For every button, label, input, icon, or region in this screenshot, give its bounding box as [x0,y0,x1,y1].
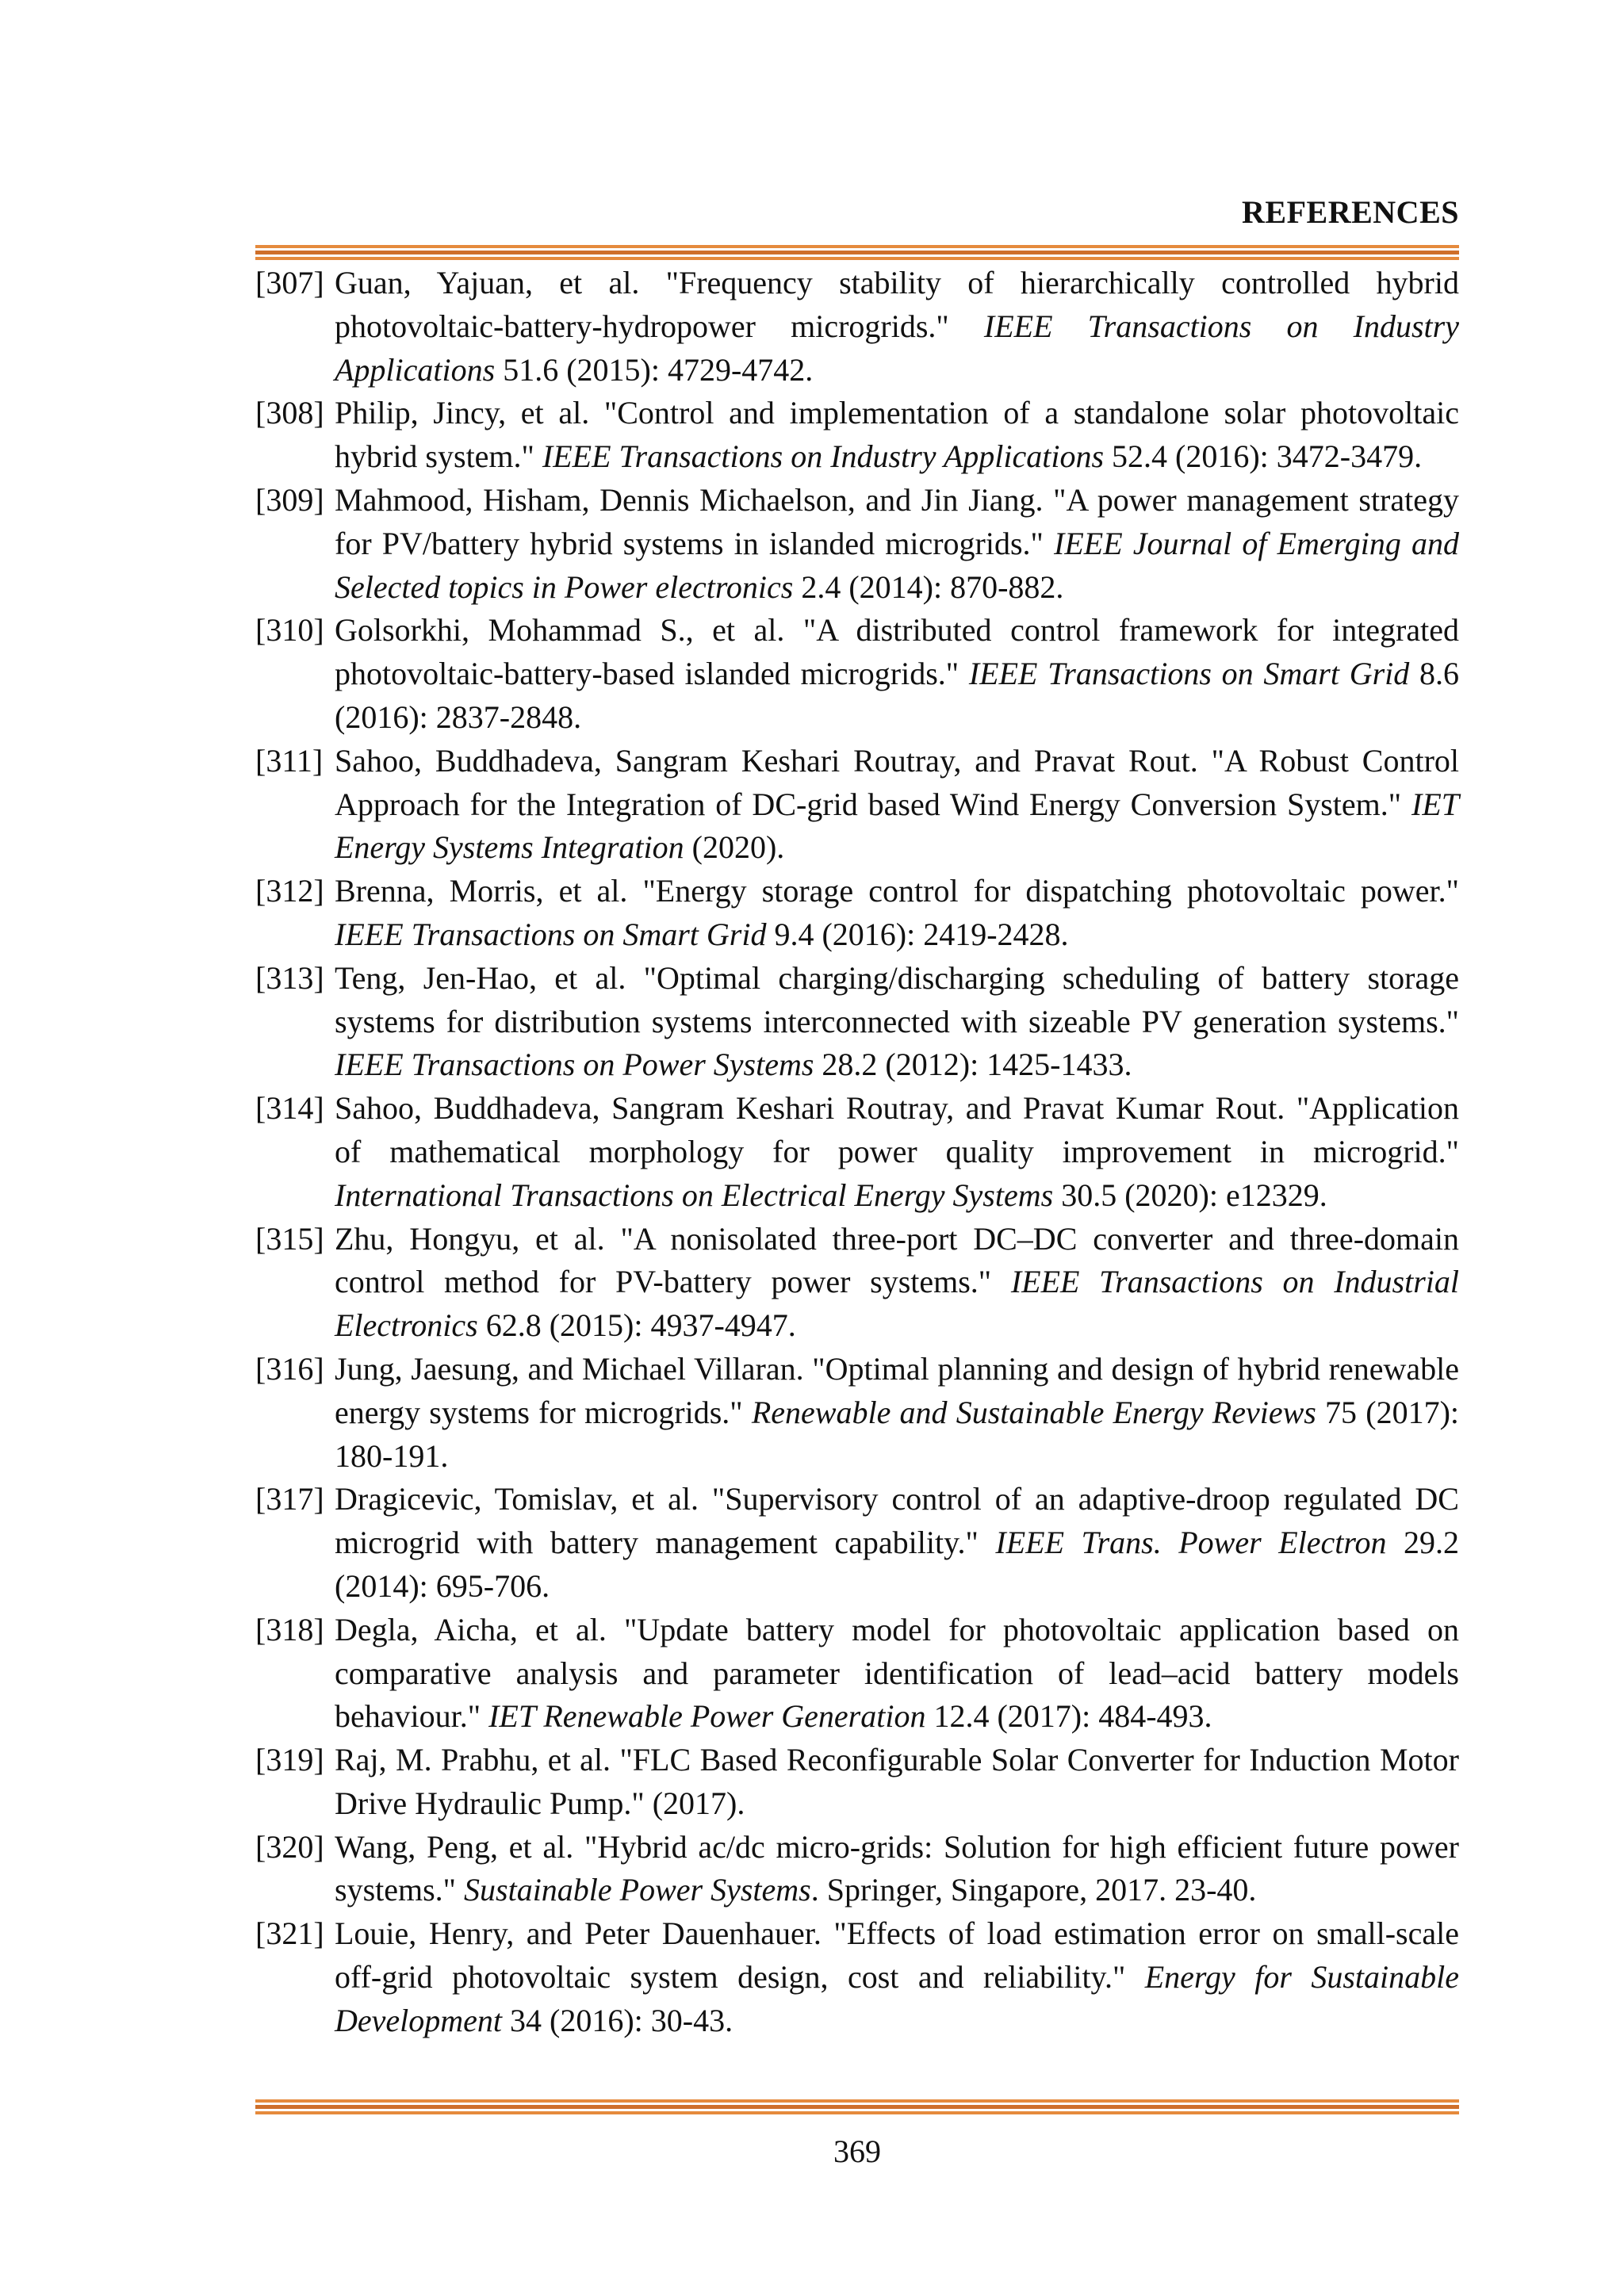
reference-details: 34 (2016): 30-43. [502,2002,733,2038]
reference-item [255,1826,1459,1913]
reference-number: [321] [255,1915,324,1952]
reference-text: Guan, Yajuan, et al. "Frequency stability of hierarchically controlled hybrid photovoltaic-battery-hydropower microgrids." [335,265,1459,344]
footer-divider [255,2099,1459,2114]
reference-item [255,1087,1459,1217]
reference-list [255,262,1459,2043]
reference-details: 9.4 (2016): 2419-2428. [766,916,1069,952]
reference-venue: Energy for Sustainable Development [335,1959,1459,2038]
reference-text: Teng, Jen-Hao, et al. "Optimal charging/discharging scheduling of battery storage systems for distribution systems interconnected with sizeable PV generation systems." [335,959,1459,1039]
reference-text: Sahoo, Buddhadeva, Sangram Keshari Routray, and Pravat Rout. "A Robust Control Approach for the Integration of DC-grid based Wind Energy Conversion System." [335,742,1459,822]
reference-details: 29.2 (2014): 695-706. [335,1525,1460,1604]
reference-venue: IEEE Transactions on Industry Applications [542,438,1105,475]
reference-number: [319] [255,1742,324,1778]
reference-item [255,609,1459,739]
reference-text: Degla, Aicha, et al. "Update battery model for photovoltaic application based on comparative analysis and parameter identification of lead–acid battery models behaviour." [335,1611,1459,1735]
reference-text: Raj, M. Prabhu, et al. "FLC Based Reconfigurable Solar Converter for Induction Motor Drive Hydraulic Pump." (2017). [335,1742,1459,1821]
reference-number: [307] [255,265,324,300]
reference-text: Wang, Peng, et al. "Hybrid ac/dc micro-grids: Solution for high efficient future power systems." [335,1828,1459,1908]
reference-venue: IEEE Transactions on Industry Applications [335,308,1459,388]
reference-number: [316] [255,1350,324,1387]
reference-venue: IEEE Journal of Emerging and Selected topics in Power electronics [335,525,1459,605]
reference-venue: International Transactions on Electrical Energy Systems [335,1177,1054,1213]
reference-details: . Springer, Singapore, 2017. 23-40. [810,1872,1257,1908]
reference-number: [311] [255,742,324,779]
reference-details: 2.4 (2014): 870-882. [793,568,1064,605]
reference-details: 52.4 (2016): 3472-3479. [1104,438,1423,475]
reference-text: Brenna, Morris, et al. "Energy storage control for dispatching photovoltaic power." [335,873,1459,909]
reference-venue: IEEE Transactions on Smart Grid [335,916,767,952]
reference-item [255,1609,1459,1739]
page-number: 369 [833,2133,881,2169]
reference-item [255,479,1459,609]
reference-text: Sahoo, Buddhadeva, Sangram Keshari Routray, and Pravat Kumar Rout. "Application of mathematical morphology for power quality improvement in microgrid." [335,1090,1459,1169]
reference-venue: Sustainable Power Systems [464,1872,811,1908]
reference-item [255,1478,1459,1608]
reference-number: [308] [255,395,324,431]
reference-details: 62.8 (2015): 4937-4947. [477,1307,796,1344]
reference-details: (2020). [684,829,785,866]
reference-number: [315] [255,1220,324,1257]
reference-details: 51.6 (2015): 4729-4742. [495,351,814,388]
reference-number: [313] [255,959,324,996]
reference-text: Zhu, Hongyu, et al. "A nonisolated three-port DC–DC converter and three-domain control method for PV-battery power systems." [335,1220,1459,1300]
reference-item [255,1348,1459,1478]
reference-item [255,740,1459,870]
header-divider [255,245,1459,260]
reference-text: Jung, Jaesung, and Michael Villaran. "Optimal planning and design of hybrid renewable energy systems for microgrids." [335,1350,1459,1430]
reference-text: Mahmood, Hisham, Dennis Michaelson, and Jin Jiang. "A power management strategy for PV/battery hybrid systems in islanded microgrids." [335,481,1459,561]
reference-venue: IEEE Transactions on Smart Grid [968,656,1410,692]
reference-item [255,392,1459,479]
reference-details: 8.6 (2016): 2837-2848. [335,656,1459,735]
reference-item [255,870,1459,957]
reference-text: Philip, Jincy, et al. "Control and implementation of a standalone solar photovoltaic hybrid system." [335,395,1459,475]
reference-number: [314] [255,1090,324,1127]
reference-item [255,262,1459,392]
reference-number: [309] [255,481,324,518]
reference-text: Louie, Henry, and Peter Dauenhauer. "Effects of load estimation error on small-scale off-grid photovoltaic system design, cost and reliability." [335,1915,1459,1996]
reference-venue: IET Energy Systems Integration [335,786,1459,866]
reference-venue: IEEE Transactions on Power Systems [335,1047,814,1083]
reference-number: [310] [255,612,324,649]
page-header-title: REFERENCES [1242,194,1459,230]
reference-item [255,1218,1459,1348]
reference-number: [317] [255,1481,324,1517]
reference-details: 12.4 (2017): 484-493. [925,1698,1212,1735]
reference-item [255,1739,1459,1826]
reference-venue: IEEE Transactions on Industrial Electronics [335,1264,1459,1344]
reference-text: Dragicevic, Tomislav, et al. "Supervisory control of an adaptive-droop regulated DC microgrid with battery management capability." [335,1481,1459,1561]
reference-details: 75 (2017): 180-191. [335,1394,1460,1474]
reference-venue: IEEE Trans. Power Electron [995,1525,1387,1561]
reference-venue: IET Renewable Power Generation [488,1698,926,1735]
reference-details: 28.2 (2012): 1425-1433. [814,1047,1132,1083]
reference-item [255,1912,1459,2042]
reference-venue: Renewable and Sustainable Energy Reviews [751,1394,1316,1430]
reference-text: Golsorkhi, Mohammad S., et al. "A distributed control framework for integrated photovoltaic-battery-based islanded microgrids." [335,612,1459,692]
reference-number: [318] [255,1611,324,1647]
reference-details: 30.5 (2020): e12329. [1053,1177,1327,1213]
reference-item [255,957,1459,1087]
reference-number: [320] [255,1828,324,1865]
reference-number: [312] [255,873,324,909]
